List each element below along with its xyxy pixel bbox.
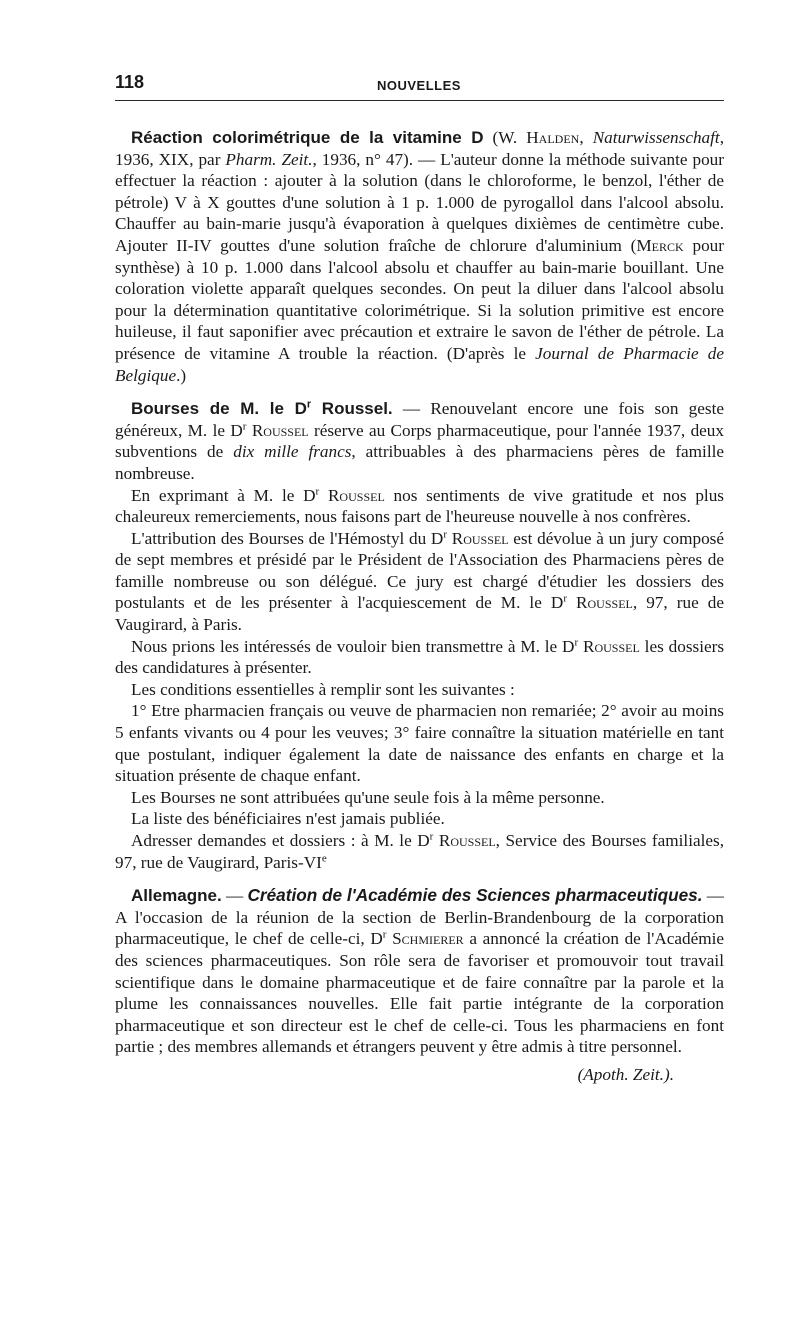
brand-name: Merck: [636, 235, 684, 255]
superscript: r: [574, 635, 579, 648]
superscript: r: [306, 398, 312, 411]
body-text: Adresser demandes et dossiers : à M. le D: [131, 831, 430, 850]
page-header: [115, 72, 724, 101]
body-text: .): [176, 365, 187, 385]
title-text: Bourses de M. le D: [131, 399, 307, 419]
paragraph: [115, 885, 724, 1058]
section-title: [131, 399, 393, 418]
author-name: W. Halden: [498, 128, 580, 147]
body-text: , Service des Bourses familiales, 97, rue de Vaugirard, Paris-VI: [115, 831, 724, 872]
paragraph: Les conditions essentielles à remplir sont les suivantes :: [131, 679, 515, 699]
body-text: , 1936, n° 47). — L'auteur donne la méthode suivante pour effectuer la réaction : ajouter à la solution (dans le chloroforme, le benzol, l'éther de pétrole) V à X gouttes d'une solution à 1 p. 1.000 de pyrogallol dans l'alcool absolu. Chauffer au bain-marie jusqu'à évaporation à quelques dixièmes de centimètre cube. Ajouter II-IV gouttes d'une solution fraîche de chlorure d'aluminium (: [115, 149, 724, 255]
body-text: est dévolue à un jury composé de sept membres et présidé par le Président de l'Association des Pharmaciens pères de famille nombreuse ou son délégué. Ce jury est chargé d'étudier les dossiers des postulants et de les présenter à l'acquiescement de M. le D: [115, 528, 725, 613]
body-text: L'attribution des Bourses de l'Hémostyl du D: [131, 528, 444, 548]
superscript: r: [315, 484, 320, 497]
body-text: nos sentiments de vive gratitude et nos plus chaleureux remerciements, nous faisons part de l'heureuse nouvelle à nos confrères.: [115, 485, 724, 527]
paragraph: [115, 528, 724, 636]
superscript: r: [443, 527, 448, 540]
source-citation: (Apoth. Zeit.).: [577, 1064, 674, 1084]
body-text: — Renouvelant encore une fois son geste généreux, M. le D: [115, 399, 724, 440]
paragraph: Les Bourses ne sont attribuées qu'une seule fois à la même personne.: [131, 787, 605, 807]
body-text: a annoncé la création de l'Académie des sciences pharmaceutiques. Son rôle sera de favoriser et promouvoir tout travail scientifique dans le domaine pharmaceutique et de faire connaître par la parole et la plume les connaissances nouvelles. Elle fait partie intégrante de la corporation pharmaceutique et son directeur est le chef de celle-ci. Tous les pharmaciens en font partie ; des membres allemands et étrangers peuvent y être admis à titre personnel.: [115, 929, 724, 1057]
paragraph: [115, 485, 724, 528]
person-name: Roussel: [251, 420, 309, 440]
body-text: En exprimant à M. le D: [131, 485, 316, 505]
body-text: les dossiers des candidatures à présenter.: [115, 636, 725, 678]
running-title: NOUVELLES: [377, 78, 461, 93]
section-title: Réaction colorimétrique de la vitamine D: [131, 128, 484, 147]
paragraph: [115, 830, 724, 873]
section-title: Allemagne.: [131, 886, 222, 906]
journal-name: Journal de Pharmacie de Belgique: [115, 343, 725, 385]
paragraph: [115, 398, 724, 484]
paragraph: La liste des bénéficiaires n'est jamais publiée.: [131, 809, 445, 829]
dash: —: [221, 886, 248, 906]
superscript: r: [382, 928, 387, 941]
body-text: , 97, rue de Vaugirard, à Paris.: [115, 593, 724, 635]
body-text: , attribuables à des pharmaciens pères de famille nombreuse.: [115, 442, 724, 483]
person-name: Roussel: [327, 485, 385, 505]
citation: , 1936, XIX, par: [115, 128, 724, 169]
emphasis: dix mille francs: [233, 442, 352, 462]
paragraph: Réaction colorimétrique de la vitamine D (W. Halden, Naturwissenschaft, 1936, XIX, par Pharm. Zeit., 1936, n° 47). — L'auteur donne la méthode suivante pour effectuer la réaction : ajouter à la solution (dans le chloroforme, le benzol, l'éther de pétrole) V à X gouttes d'une solution à 1 p. 1.000 de pyrogallol dans l'alcool absolu. Chauffer au bain-marie jusqu'à évaporation à quelques dixièmes de centimètre cube. Ajouter II-IV gouttes d'une solution fraîche de chlorure d'aluminium (Merck pour synthèse) à 10 p. 1.000 dans l'alcool absolu et chauffer au bain-marie bouillant. Une coloration violette apparaît quelques secondes. On peut la diluer dans l'alcool absolu pour la détermination quantitative colorimétrique. Si la solution primitive est encore huileuse, il faut saponifier avec précaution et extraire le savon de l'éther de pétrole. La présence de vitamine A trouble la réaction. (D'après le Journal de Pharmacie de Belgique.): [115, 128, 725, 385]
superscript: r: [429, 830, 434, 843]
paragraph: 1° Etre pharmacien français ou veuve de pharmacien non remariée; 2° avoir au moins 5 enfants vivants ou 4 pour les veuves; 3° faire connaître la situation matérielle en tant que postulant, indiquer également la date de naissance des enfants en charge et la situation présente de chaque enfant.: [115, 701, 724, 786]
section-vitamin-d: [115, 127, 724, 386]
superscript: e: [321, 851, 327, 864]
journal-name: Naturwissenschaft: [592, 128, 720, 147]
person-name: Roussel: [576, 593, 633, 613]
page: [115, 72, 724, 1098]
body-text: pour synthèse) à 10 p. 1.000 dans l'alcool absolu et chauffer au bain-marie bouillant. Une coloration violette apparaît quelques secondes. On peut la diluer dans l'alcool absolu pour la détermination quantitative colorimétrique. Si la solution primitive est encore huileuse, il faut saponifier avec précaution et extraire le savon de l'éther de pétrole. La présence de vitamine A trouble la réaction. (D'après le: [115, 235, 724, 363]
person-name: Schmierer: [392, 929, 464, 949]
body-text: réserve au Corps pharmaceutique, pour l'année 1937, deux subventions de: [115, 420, 724, 462]
section-subtitle: Création de l'Académie des Sciences pharmaceutiques.: [247, 885, 703, 906]
title-text: Roussel.: [311, 399, 393, 419]
section-allemagne: [115, 885, 724, 1085]
person-name: Roussel: [451, 528, 509, 548]
person-name: Roussel: [583, 636, 640, 656]
superscript: r: [242, 419, 247, 432]
page-number: 118: [115, 72, 145, 92]
article-body: [115, 127, 724, 1086]
body-text: — A l'occasion de la réunion de la section de Berlin-Brandenbourg de la corporation pharmaceutique, le chef de celle-ci, D: [115, 886, 724, 949]
superscript: r: [563, 592, 567, 605]
journal-name: Pharm. Zeit.: [225, 149, 313, 169]
person-name: Roussel: [438, 831, 496, 850]
body-text: Nous prions les intéressés de vouloir bien transmettre à M. le D: [131, 636, 575, 656]
section-bourses: [115, 398, 724, 873]
paragraph: [115, 636, 724, 679]
